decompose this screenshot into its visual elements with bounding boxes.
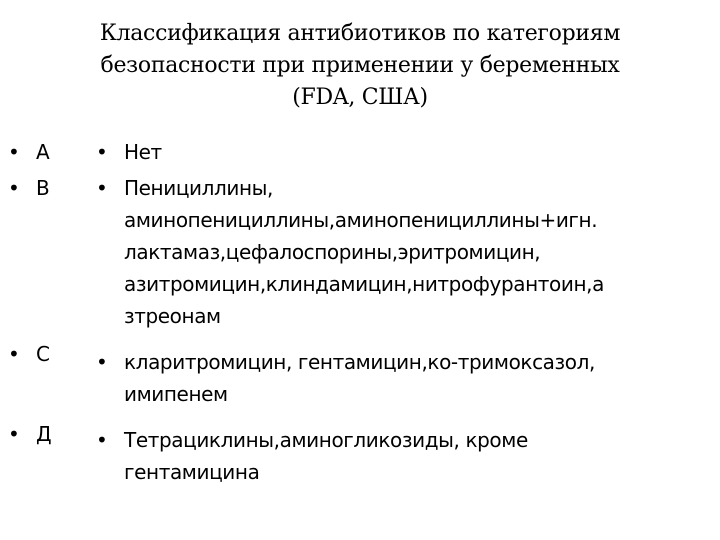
title-line-1: Классификация антибиотиков по категориям xyxy=(99,21,621,46)
drug-line: азитромицин,клиндамицин,нитрофурантоин,а xyxy=(124,272,604,296)
drug-line: лактамаз,цефалоспорины,эритромицин, xyxy=(124,240,541,264)
title-line-3: (FDA, США) xyxy=(292,85,428,110)
bullet-icon: • xyxy=(96,350,108,374)
drug-item-d xyxy=(124,424,528,488)
drug-line: Тетрациклины,аминогликозиды, кроме xyxy=(124,428,528,452)
bullet-icon: • xyxy=(8,176,20,200)
drug-line: имипенем xyxy=(124,382,228,406)
bullet-icon: • xyxy=(96,176,108,200)
category-d: Д xyxy=(36,422,52,446)
drug-line: Нет xyxy=(124,140,162,164)
drug-line: зтреонам xyxy=(124,304,221,328)
bullet-icon: • xyxy=(96,428,108,452)
bullet-icon: • xyxy=(96,140,108,164)
drug-item-c xyxy=(124,346,595,410)
drug-line: Пенициллины, xyxy=(124,176,274,200)
drug-item-b xyxy=(124,172,604,332)
bullet-icon: • xyxy=(8,342,20,366)
drug-item-a xyxy=(124,136,162,168)
category-a: A xyxy=(36,140,50,164)
drug-line: гентамицина xyxy=(124,460,260,484)
category-b: B xyxy=(36,176,50,200)
category-c: C xyxy=(36,342,50,366)
slide-title xyxy=(60,18,660,114)
drug-line: кларитромицин, гентамицин,ко-тримоксазол, xyxy=(124,350,595,374)
bullet-icon: • xyxy=(8,140,20,164)
title-line-2: безопасности при применении у беременных xyxy=(100,53,620,78)
bullet-icon: • xyxy=(8,422,20,446)
drug-line: аминопенициллины,аминопенициллины+игн. xyxy=(124,208,598,232)
